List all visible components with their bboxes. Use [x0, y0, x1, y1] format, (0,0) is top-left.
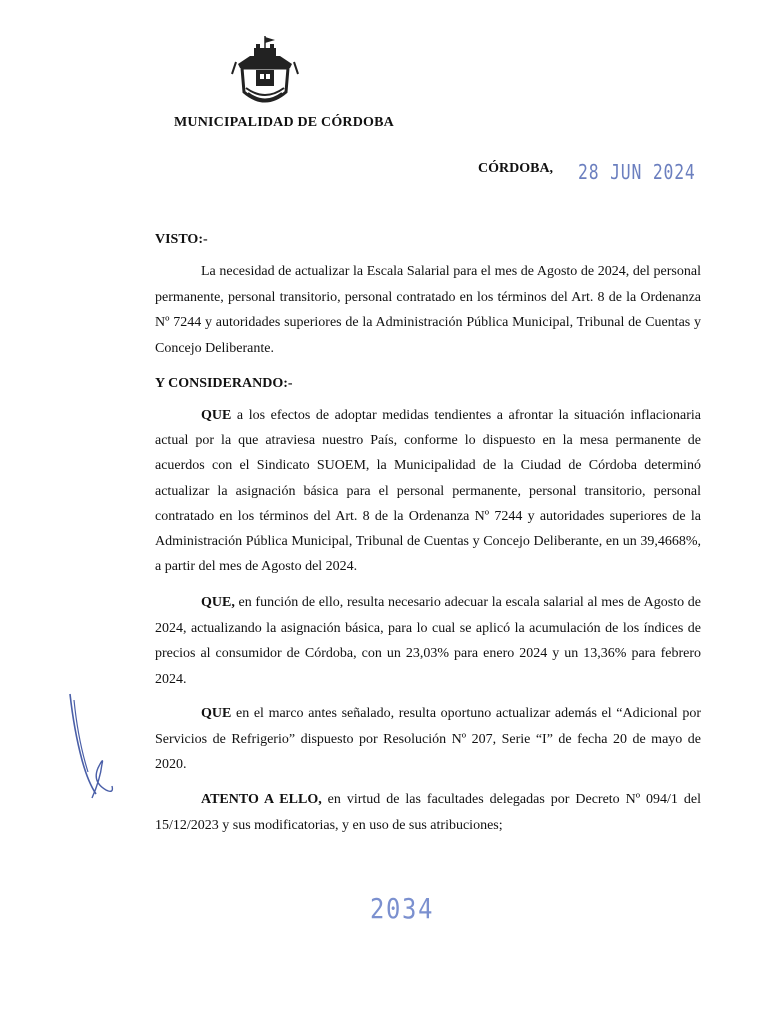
paragraph-text: en el marco antes señalado, resulta oportuno actualizar además el “Adicional por Servicios de Refrigerio” dispuesto por Resolución Nº 207, Serie “I” de fecha 20 de mayo de 2020. — [155, 706, 701, 773]
paragraph-lead: QUE — [201, 408, 232, 423]
considerando-paragraph-3 — [155, 701, 701, 778]
city-coat-of-arms-icon — [230, 34, 300, 112]
document-number-stamp: 2034 — [370, 892, 435, 925]
paragraph-text: en virtud de las facultades delegadas por Decreto Nº 094/1 del 15/12/2023 y sus modificatorias, y en uso de sus atribuciones; — [155, 792, 701, 833]
visto-paragraph — [155, 259, 701, 361]
paragraph-text: en función de ello, resulta necesario adecuar la escala salarial al mes de Agosto de 2024, actualizando la asignación básica, para lo cual se aplicó la acumulación de los índices de precios al consumidor de Córdoba, con un 23,03% para enero 2024 y un 13,36% para febrero 2024. — [155, 595, 701, 687]
paragraph-lead: QUE — [201, 706, 232, 721]
considerando-paragraph-2 — [155, 590, 701, 692]
paragraph-text: La necesidad de actualizar la Escala Salarial para el mes de Agosto de 2024, del personal permanente, personal transitorio, personal contratado en los términos del Art. 8 de la Ordenanza Nº 7244 y autoridades superiores de la Administración Pública Municipal, Tribunal de Cuentas y Concejo Deliberante. — [155, 264, 701, 356]
place-label: CÓRDOBA, — [478, 161, 554, 176]
paragraph-lead: ATENTO A ELLO, — [201, 792, 322, 807]
visto-heading: VISTO:- — [155, 232, 208, 247]
institution-name: MUNICIPALIDAD DE CÓRDOBA — [174, 115, 394, 130]
considerando-paragraph-1 — [155, 403, 701, 579]
paragraph-lead: QUE, — [201, 595, 235, 610]
atento-paragraph — [155, 787, 701, 838]
considerando-heading: Y CONSIDERANDO:- — [155, 376, 293, 391]
paragraph-text: a los efectos de adoptar medidas tendientes a afrontar la situación inflacionaria actual por la que atraviesa nuestro País, conforme lo dispuesto en la mesa permanente de acuerdos con el Sindicato SUOEM, la Municipalidad de la Ciudad de Córdoba determinó actualizar la asignación básica para el personal permanente, personal transitorio, personal contratado en los términos del Art. 8 de la Ordenanza Nº 7244 y autoridades superiores de la Administración Pública Municipal, Tribunal de Cuentas y Concejo Deliberante, en un 39,4668%, a partir del mes de Agosto del 2024. — [155, 408, 701, 575]
handwritten-signature-icon — [62, 690, 122, 800]
date-stamp: 28 JUN 2024 — [578, 160, 696, 184]
